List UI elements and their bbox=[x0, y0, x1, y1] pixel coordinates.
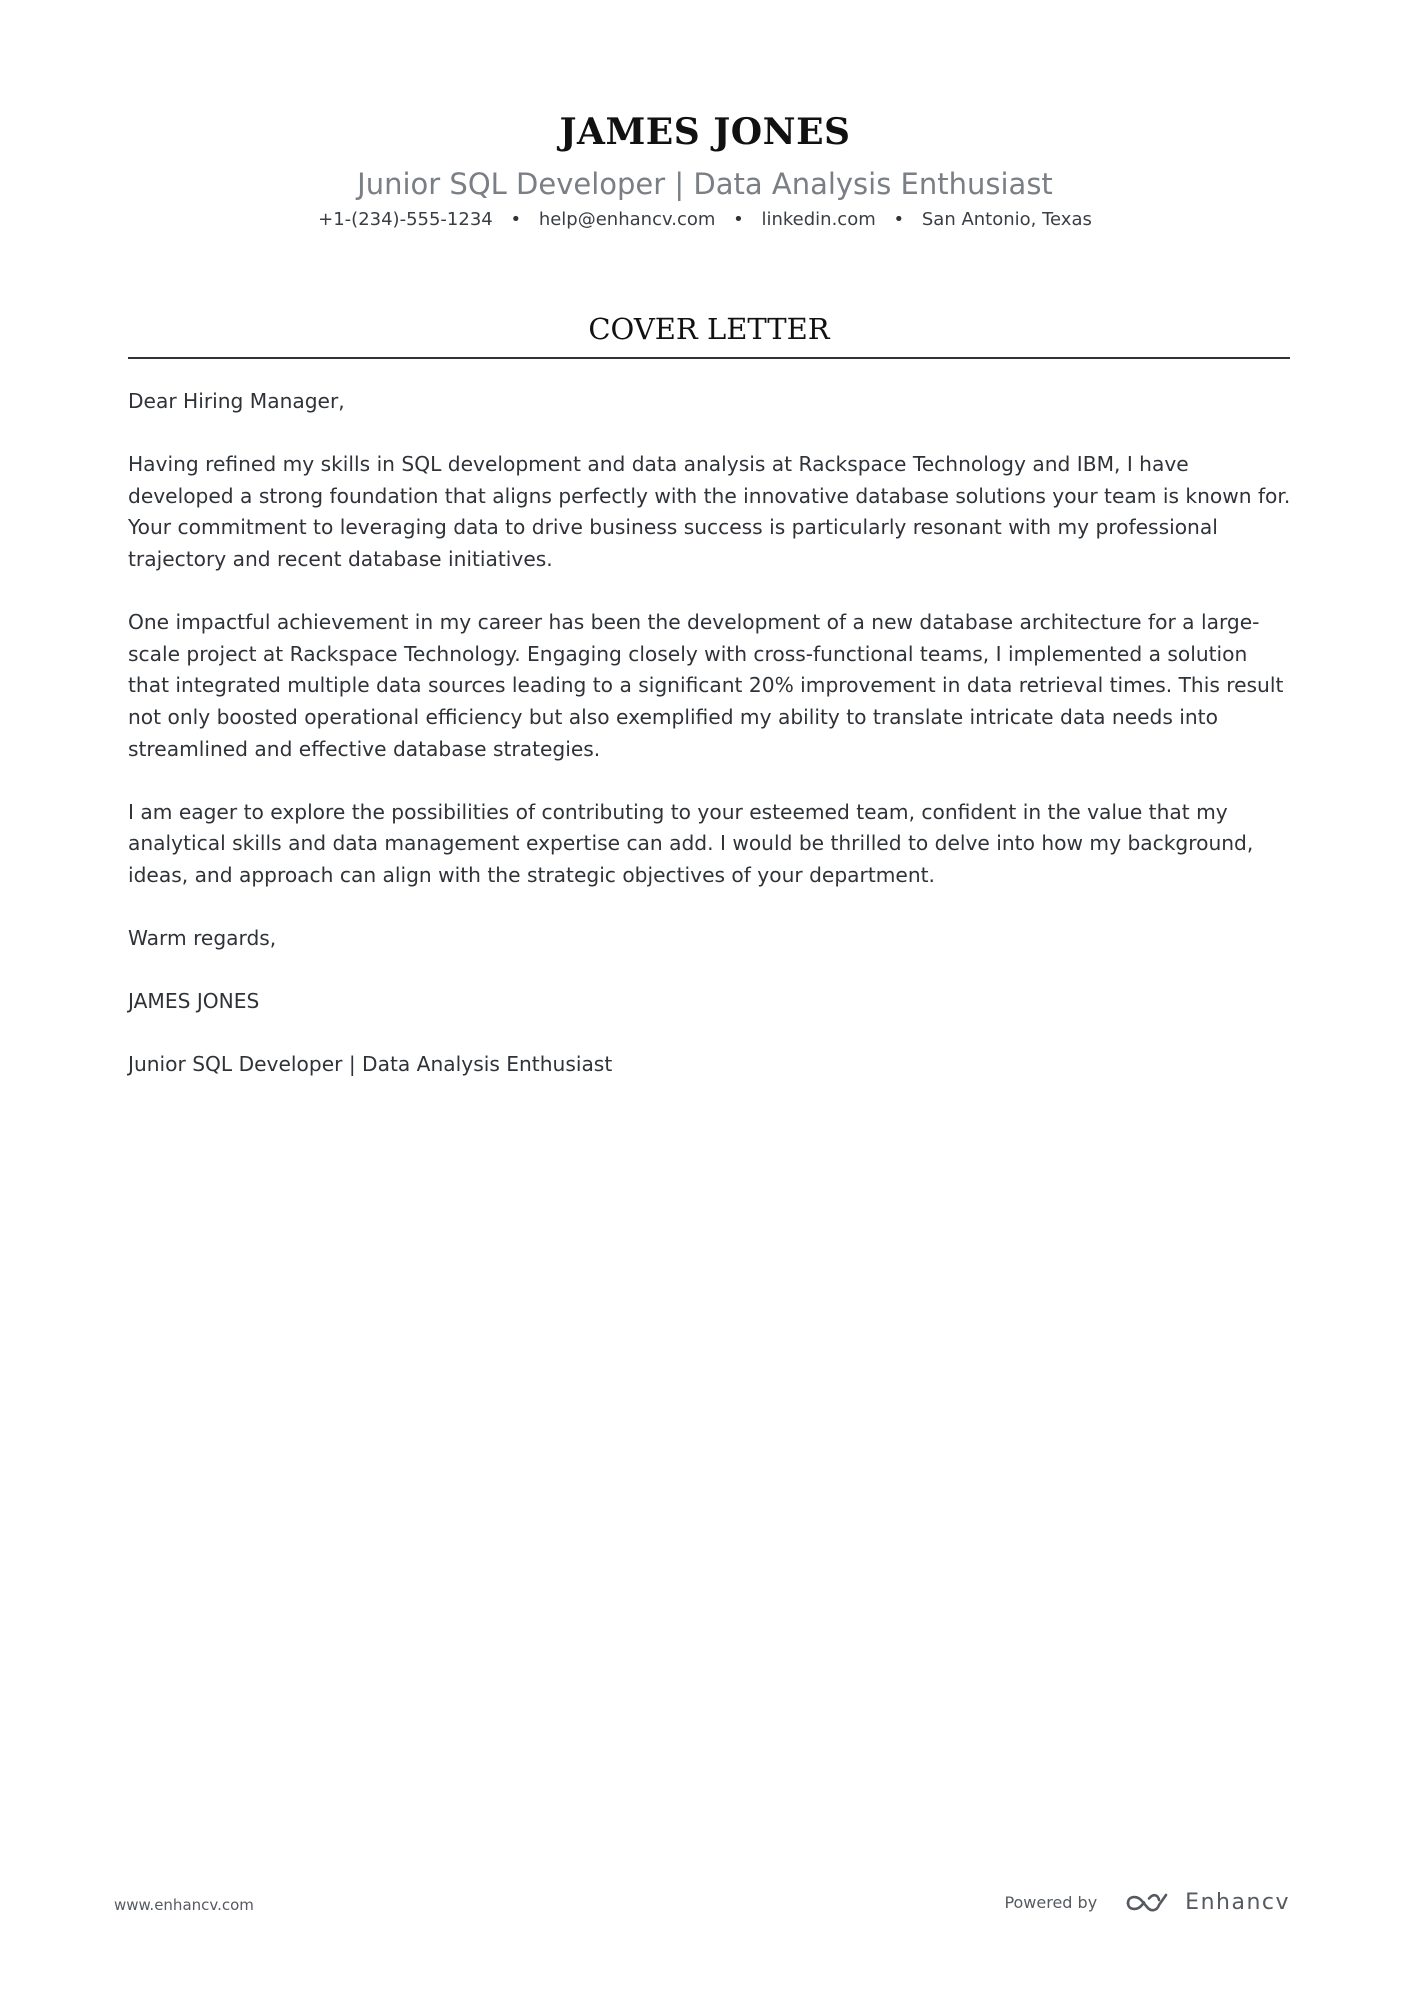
letter-paragraph: One impactful achievement in my career has been the development of a new database architecture for a large-scale project at Rackspace Technology. Engaging closely with cross-functional teams, I implemented a solution that integrated multiple data sources leading to a significant 20% improvement in data retrieval times. This result not only boosted operational efficiency but also exemplified my ability to translate intricate data needs into streamlined and effective database strategies. bbox=[128, 610, 1284, 761]
contact-separator: • bbox=[510, 209, 522, 230]
letter-greeting: Dear Hiring Manager, bbox=[128, 389, 345, 413]
footer-branding bbox=[1004, 1890, 1290, 1915]
section-title: COVER LETTER bbox=[588, 312, 830, 346]
signature-name: JAMES JONES bbox=[128, 989, 260, 1014]
letter-body bbox=[128, 386, 1293, 1113]
candidate-title: Junior SQL Developer | Data Analysis Enthusiast bbox=[357, 167, 1053, 201]
contact-location: San Antonio, Texas bbox=[921, 209, 1092, 230]
contact-email[interactable]: help@enhancv.com bbox=[538, 209, 716, 230]
letter-paragraph: Having refined my skills in SQL development and data analysis at Rackspace Technology and IBM, I have developed a strong foundation that aligns perfectly with the innovative database solutions your team is known for. Your commitment to leveraging data to drive business success is particularly resonant with my professional trajectory and recent database initiatives. bbox=[128, 452, 1291, 571]
section-divider bbox=[128, 357, 1290, 359]
enhancv-brand-name: Enhancv bbox=[1185, 1890, 1290, 1915]
letter-paragraph: I am eager to explore the possibilities of contributing to your esteemed team, confident in the value that my analytical skills and data management expertise can add. I would be thrilled to delve into how my background, ideas, and approach can align with the strategic objectives of your department. bbox=[128, 799, 1254, 887]
contact-separator: • bbox=[893, 209, 905, 230]
footer-website[interactable]: www.enhancv.com bbox=[114, 1896, 254, 1914]
enhancv-brand[interactable] bbox=[1125, 1890, 1290, 1915]
contact-separator: • bbox=[733, 209, 744, 230]
header bbox=[0, 108, 1410, 232]
letter-closing: Warm regards, bbox=[128, 926, 277, 951]
candidate-name: JAMES JONES bbox=[559, 111, 851, 153]
contact-linkedin[interactable]: linkedin.com bbox=[761, 209, 876, 230]
signature-title: Junior SQL Developer | Data Analysis Enthusiast bbox=[128, 1052, 613, 1077]
enhancv-logo-icon bbox=[1125, 1891, 1171, 1915]
contact-phone: +1-(234)-555-1234 bbox=[318, 209, 493, 230]
contact-line bbox=[0, 208, 1410, 232]
powered-by-label: Powered by bbox=[1004, 1893, 1098, 1912]
